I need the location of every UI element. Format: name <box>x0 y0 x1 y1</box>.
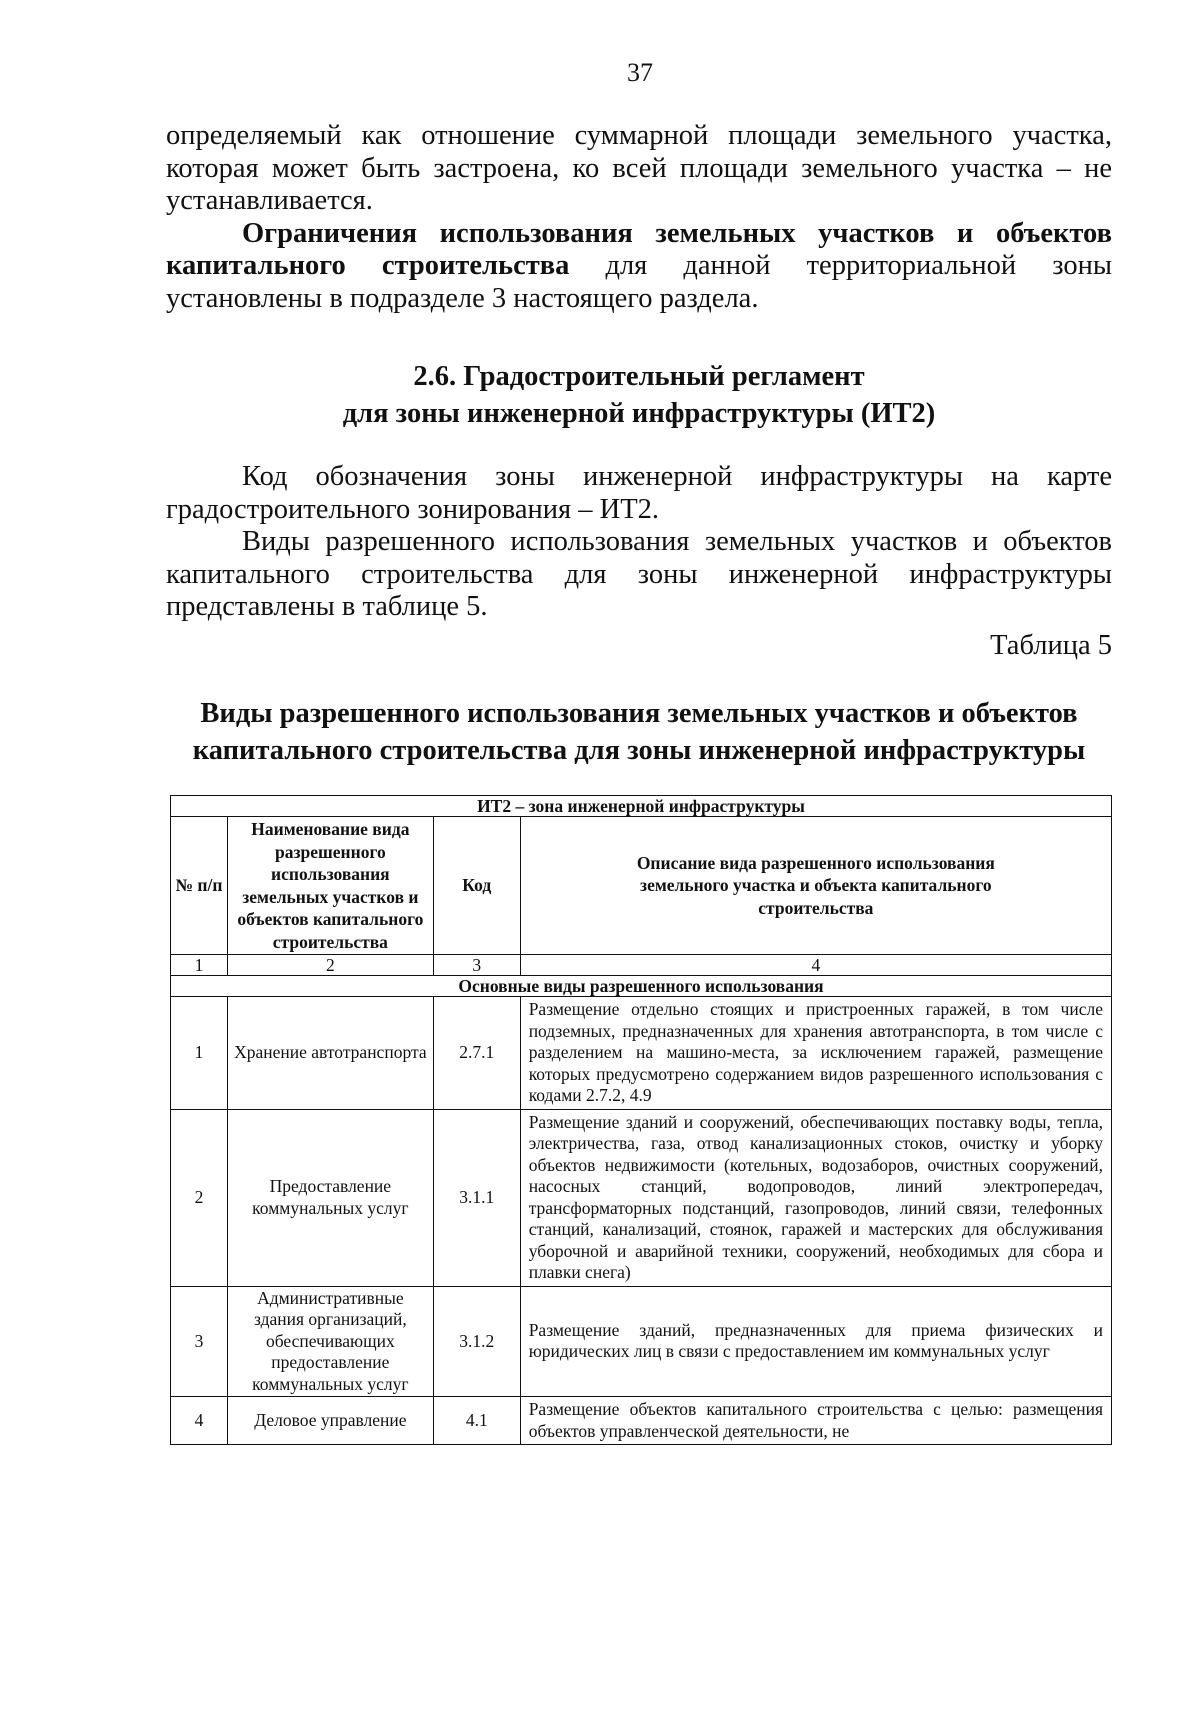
column-number: 2 <box>227 955 433 976</box>
use-description: Размещение объектов капитального строительства с целью: размещения объектов управленческой деятельности, не <box>520 1397 1111 1445</box>
use-code: 3.1.1 <box>433 1109 520 1286</box>
zone-header-row <box>171 796 1112 817</box>
section-paragraph-code: Код обозначения зоны инженерной инфраструктуры на карте градостроительного зонирования – ИТ2. <box>166 461 1112 525</box>
table-row <box>171 1286 1112 1397</box>
table-title <box>166 695 1112 769</box>
zone-header: ИТ2 – зона инженерной инфраструктуры <box>171 796 1112 817</box>
table-title-line1: Виды разрешенного использования земельных участков и объектов <box>200 698 1078 729</box>
table-label: Таблица 5 <box>990 630 1112 661</box>
column-number: 1 <box>171 955 228 976</box>
column-number: 4 <box>520 955 1111 976</box>
intro-text-block <box>166 120 1112 315</box>
section-text-block <box>166 461 1112 624</box>
use-description: Размещение зданий и сооружений, обеспечивающих поставку воды, тепла, электричества, газа, отвод канализационных стоков, очистку и уборку объектов недвижимости (котельных, водозаборов, очистных сооружений, насосных станций, водопроводов, линий электропередач, трансформаторных подстанций, газопроводов, линий связи, телефонных станций, канализаций, стоянок, гаражей и мастерских для обслуживания уборочной и аварийной техники, сооружений, необходимых для сбора и плавки снега) <box>520 1109 1111 1286</box>
restrictions-paragraph <box>166 218 1112 316</box>
group-header: Основные виды разрешенного использования <box>171 976 1112 997</box>
use-name: Предоставление коммунальных услуг <box>227 1109 433 1286</box>
row-number: 3 <box>171 1286 228 1397</box>
restrictions-rest-text: для данной территориальной зоны установлены в подразделе 3 настоящего раздела. <box>166 250 1112 314</box>
section-title-line1: 2.6. Градостроительный регламент <box>413 361 865 392</box>
section-title-line2: для зоны инженерной инфраструктуры (ИТ2) <box>342 398 936 429</box>
use-description: Размещение зданий, предназначенных для приема физических и юридических лиц в связи с предоставлением им коммунальных услуг <box>520 1286 1111 1397</box>
use-code: 2.7.1 <box>433 997 520 1110</box>
column-number-row <box>171 955 1112 976</box>
intro-paragraph: определяемый как отношение суммарной площади земельного участка, которая может быть застроена, ко всей площади земельного участка – не устанавливается. <box>166 120 1112 216</box>
column-header-row <box>171 817 1112 955</box>
row-number: 4 <box>171 1397 228 1445</box>
section-title <box>166 358 1112 432</box>
restrictions-bold-text: Ограничения использования земельных участков и объектов капитального строительства <box>166 217 1112 281</box>
table-title-line2: капитального строительства для зоны инженерной инфраструктуры <box>192 735 1086 766</box>
column-header-number: № п/п <box>171 817 228 955</box>
use-name: Административные здания организаций, обеспечивающих предоставление коммунальных услуг <box>227 1286 433 1397</box>
column-header-name: Наименование вида разрешенного использования земельных участков и объектов капитального строительства <box>227 817 433 955</box>
permitted-use-table <box>170 795 1112 1445</box>
row-number: 1 <box>171 997 228 1110</box>
group-header-row <box>171 976 1112 997</box>
table-row <box>171 997 1112 1110</box>
column-header-description: Описание вида разрешенного использования земельного участка и объекта капитального строительства <box>520 817 1111 955</box>
table-row <box>171 1109 1112 1286</box>
use-code: 4.1 <box>433 1397 520 1445</box>
use-name: Деловое управление <box>227 1397 433 1445</box>
page-number: 37 <box>627 58 653 87</box>
table-row <box>171 1397 1112 1445</box>
section-paragraph-types: Виды разрешенного использования земельных участков и объектов капитального строительства для зоны инженерной инфраструктуры представлены в таблице 5. <box>166 526 1112 622</box>
row-number: 2 <box>171 1109 228 1286</box>
column-header-code: Код <box>433 817 520 955</box>
use-name: Хранение автотранспорта <box>227 997 433 1110</box>
use-description: Размещение отдельно стоящих и пристроенных гаражей, в том числе подземных, предназначенных для хранения автотранспорта, в том числе с разделением на машино-места, за исключением гаражей, размещение которых предусмотрено содержанием видов разрешенного использования с кодами 2.7.2, 4.9 <box>520 997 1111 1110</box>
column-number: 3 <box>433 955 520 976</box>
use-code: 3.1.2 <box>433 1286 520 1397</box>
